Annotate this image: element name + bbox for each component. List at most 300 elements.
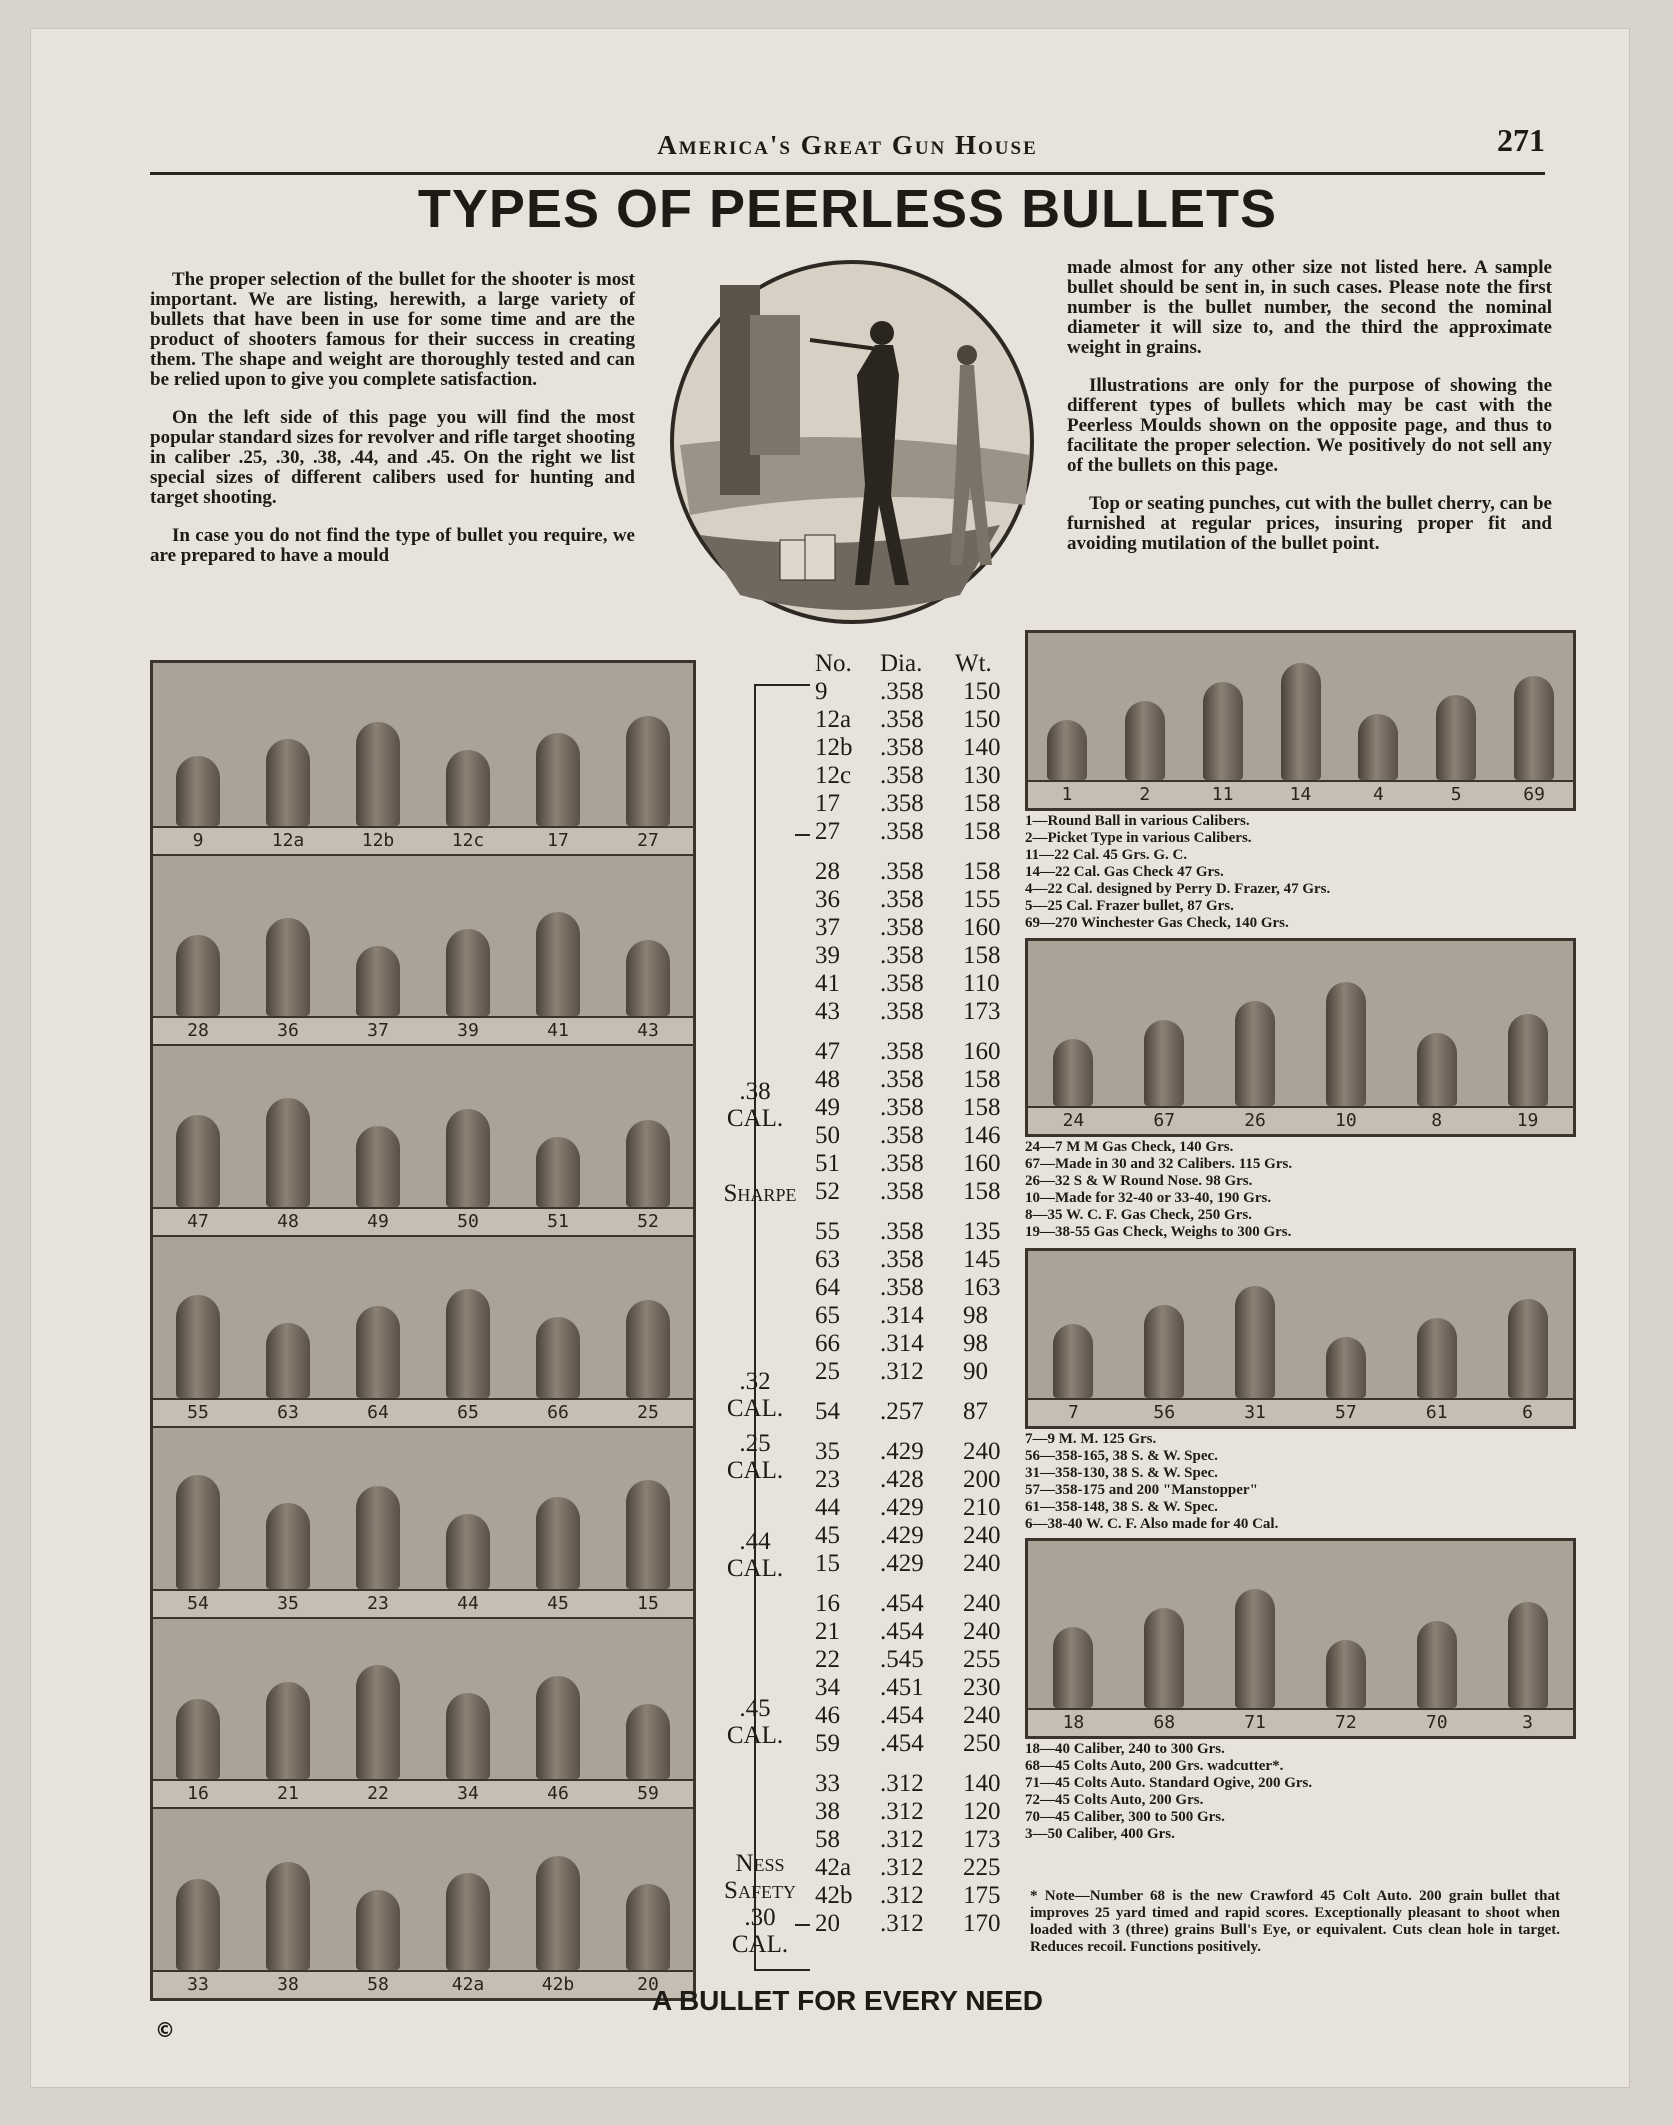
bullet-number-label: 56 — [1153, 1402, 1176, 1423]
bullet-caption: 24—7 M M Gas Check, 140 Grs. — [1025, 1139, 1234, 1155]
bullet-number-label: 52 — [637, 1211, 659, 1233]
caliber-label-38 — [720, 1078, 790, 1132]
diameter-value: .358 — [880, 818, 924, 845]
bullet-illustration — [446, 1514, 490, 1589]
table-row — [815, 1882, 1035, 1910]
bullet-number: 66 — [815, 1330, 840, 1357]
intro-left-column — [150, 270, 635, 584]
bullet-number-label: 58 — [367, 1973, 389, 1995]
bullet-illustration — [536, 1317, 580, 1398]
diameter-value: .358 — [880, 1094, 924, 1121]
diameter-value: .358 — [880, 762, 924, 789]
bullet-number-label: 43 — [637, 1020, 659, 1042]
bullet-number: 12a — [815, 706, 852, 733]
bullet-number: 17 — [815, 790, 840, 817]
bullet-illustration — [446, 750, 490, 826]
diameter-value: .358 — [880, 1274, 924, 1301]
bullet-caption: 57—358-175 and 200 "Manstopper" — [1025, 1482, 1258, 1498]
bullet-number-label: 1 — [1061, 784, 1073, 805]
weight-value: 210 — [963, 1494, 1001, 1521]
bullet-number: 9 — [815, 678, 828, 705]
bullet-caption: 5—25 Cal. Frazer bullet, 87 Grs. — [1025, 898, 1234, 914]
table-row — [815, 1122, 1035, 1150]
bullet-illustration — [1326, 1337, 1366, 1398]
bullet-panel — [153, 854, 693, 1047]
bullet-illustration — [1508, 1602, 1548, 1708]
diameter-value: .358 — [880, 734, 924, 761]
bullet-illustration — [1514, 676, 1554, 780]
table-row — [815, 1674, 1035, 1702]
bullet-number-label: 70 — [1425, 1712, 1448, 1733]
diameter-value: .358 — [880, 886, 924, 913]
bullet-number-label: 15 — [637, 1592, 659, 1614]
diameter-value: .454 — [880, 1730, 924, 1757]
bullet-number-label: 25 — [637, 1401, 659, 1423]
bullet-number-label: 65 — [457, 1401, 479, 1423]
weight-value: 255 — [963, 1646, 1001, 1673]
diameter-value: .358 — [880, 706, 924, 733]
panel-label-strip — [1028, 780, 1573, 808]
bullet-illustration — [176, 1475, 220, 1589]
bullet-number-label: 4 — [1372, 784, 1384, 805]
bullet-number-label: 39 — [457, 1020, 479, 1042]
weight-value: 240 — [963, 1438, 1001, 1465]
weight-value: 240 — [963, 1618, 1001, 1645]
bullet-illustration — [176, 935, 220, 1016]
bullet-illustration — [266, 1503, 310, 1589]
bullet-illustration — [1144, 1305, 1184, 1398]
bullet-number-label: 36 — [277, 1020, 299, 1042]
diameter-value: .358 — [880, 1038, 924, 1065]
bullet-caption-list — [1025, 1431, 1565, 1533]
bullet-number: 20 — [815, 1910, 840, 1937]
bullet-number-label: 66 — [547, 1401, 569, 1423]
bullet-number-label: 14 — [1289, 784, 1312, 805]
weight-value: 200 — [963, 1466, 1001, 1493]
bullet-illustration — [536, 912, 580, 1016]
diameter-value: .451 — [880, 1674, 924, 1701]
column-header-no: No. — [815, 650, 852, 677]
bullet-number: 39 — [815, 942, 840, 969]
bullet-illustration — [626, 1300, 670, 1398]
bullet-number-label: 69 — [1523, 784, 1545, 805]
bullet-number-label: 37 — [367, 1020, 389, 1042]
bullet-illustration — [626, 1120, 670, 1207]
diameter-value: .358 — [880, 790, 924, 817]
table-row — [815, 1438, 1035, 1466]
weight-value: 110 — [963, 970, 1000, 997]
bullet-number-label: 47 — [187, 1211, 209, 1233]
table-row — [815, 1178, 1035, 1206]
bullet-number-label: 44 — [457, 1592, 479, 1614]
bullet-caption: 67—Made in 30 and 32 Calibers. 115 Grs. — [1025, 1156, 1293, 1172]
weight-value: 150 — [963, 706, 1001, 733]
weight-value: 98 — [963, 1330, 988, 1357]
bullet-number-label: 8 — [1431, 1110, 1443, 1131]
weight-value: 135 — [963, 1218, 1001, 1245]
bullet-number: 44 — [815, 1494, 840, 1521]
weight-value: 240 — [963, 1550, 1001, 1577]
bullet-number-label: 42b — [541, 1973, 575, 1995]
weight-value: 158 — [963, 858, 1001, 885]
bullet-illustration — [626, 1704, 670, 1779]
bullet-number-label: 45 — [547, 1592, 569, 1614]
bullet-illustration — [1235, 1001, 1275, 1106]
bullet-number-label: 23 — [367, 1592, 389, 1614]
bullet-number-label: 12b — [361, 829, 395, 851]
table-row — [815, 1798, 1035, 1826]
bullet-number-label: 67 — [1153, 1110, 1176, 1131]
intro-right-column — [1067, 258, 1552, 572]
weight-value: 170 — [963, 1910, 1001, 1937]
header-title: America's Great Gun House — [657, 130, 1038, 160]
bullet-number: 15 — [815, 1550, 840, 1577]
bullet-number-label: 16 — [187, 1783, 209, 1805]
bullet-illustration — [1281, 663, 1321, 780]
bullet-number-label: 19 — [1516, 1110, 1539, 1131]
table-row — [815, 914, 1035, 942]
copyright-mark: © — [155, 2018, 175, 2042]
bullet-caption: 68—45 Colts Auto, 200 Grs. wadcutter*. — [1025, 1758, 1284, 1774]
diameter-value: .429 — [880, 1522, 924, 1549]
bullet-number-label: 28 — [187, 1020, 209, 1042]
caliber-label-45 — [720, 1695, 790, 1749]
panel-label-strip — [1028, 1398, 1573, 1426]
panel-label-strip — [1028, 1708, 1573, 1736]
diameter-value: .454 — [880, 1702, 924, 1729]
bullet-illustration — [626, 1884, 670, 1970]
diameter-value: .358 — [880, 858, 924, 885]
bullet-number-label: 18 — [1062, 1712, 1085, 1733]
bullet-number-label: 61 — [1425, 1402, 1448, 1423]
weight-value: 155 — [963, 886, 1001, 913]
bullet-illustration — [536, 1676, 580, 1779]
bullet-caption: 8—35 W. C. F. Gas Check, 250 Grs. — [1025, 1207, 1252, 1223]
bullet-number-label: 24 — [1062, 1110, 1085, 1131]
weight-value: 87 — [963, 1398, 988, 1425]
table-row — [815, 1246, 1035, 1274]
bullet-panel — [153, 1426, 693, 1619]
bullet-caption-list — [1025, 813, 1565, 932]
panel-label-strip — [1028, 1106, 1573, 1134]
table-row — [815, 678, 1035, 706]
table-row — [815, 942, 1035, 970]
caliber-value: .38 — [739, 1078, 771, 1105]
bullet-caption: 6—38-40 W. C. F. Also made for 40 Cal. — [1025, 1516, 1279, 1532]
diameter-value: .358 — [880, 914, 924, 941]
bullet-number-label: 21 — [277, 1783, 299, 1805]
bullet-number: 28 — [815, 858, 840, 885]
table-row — [815, 858, 1035, 886]
bullet-number: 47 — [815, 1038, 840, 1065]
bullet-number: 27 — [815, 818, 840, 845]
bullet-number: 21 — [815, 1618, 840, 1645]
table-row — [815, 1854, 1035, 1882]
bullet-illustration — [356, 1665, 400, 1779]
caliber-unit: CAL. — [726, 1395, 784, 1422]
diameter-value: .257 — [880, 1398, 924, 1425]
weight-value: 150 — [963, 678, 1001, 705]
bullet-panel — [153, 1617, 693, 1810]
bullet-illustration — [1053, 1627, 1093, 1708]
weight-value: 160 — [963, 1038, 1001, 1065]
bullet-number: 52 — [815, 1178, 840, 1205]
table-row — [815, 762, 1035, 790]
bullet-number: 55 — [815, 1218, 840, 1245]
diameter-value: .312 — [880, 1882, 924, 1909]
bullet-number: 12c — [815, 762, 852, 789]
bullet-illustration — [356, 1126, 400, 1207]
bullet-illustration — [266, 1323, 310, 1398]
weight-value: 158 — [963, 1066, 1001, 1093]
bullet-illustration — [266, 918, 310, 1016]
caliber-unit: CAL. — [726, 1457, 784, 1484]
diameter-value: .429 — [880, 1438, 924, 1465]
bullet-illustration — [356, 1890, 400, 1970]
intro-paragraph: On the left side of this page you will find the most popular standard sizes for revolver and rifle target shooting in caliber .25, .30, .38, .44, and .45. On the right we list special sizes of different calibers used for hunting and target shooting. — [150, 407, 635, 508]
table-row — [815, 1494, 1035, 1522]
bullet-illustration — [356, 1486, 400, 1589]
bullet-caption: 72—45 Colts Auto, 200 Grs. — [1025, 1792, 1204, 1808]
bullet-caption: 7—9 M. M. 125 Grs. — [1025, 1431, 1157, 1447]
bullet-number: 36 — [815, 886, 840, 913]
shooter-vignette — [660, 255, 1045, 630]
bullet-number-label: 57 — [1335, 1402, 1357, 1423]
bullet-number: 43 — [815, 998, 840, 1025]
bullet-number-label: 59 — [637, 1783, 659, 1805]
bullet-panel — [153, 1235, 693, 1428]
bullet-number: 59 — [815, 1730, 840, 1757]
diameter-value: .312 — [880, 1358, 924, 1385]
bullet-illustration — [176, 1879, 220, 1970]
bullet-number-label: 54 — [187, 1592, 209, 1614]
weight-value: 158 — [963, 818, 1001, 845]
table-row — [815, 1094, 1035, 1122]
caliber-unit: CAL. — [731, 1931, 789, 1958]
bullet-caption: 1—Round Ball in various Calibers. — [1025, 813, 1250, 829]
diameter-value: .454 — [880, 1590, 924, 1617]
bullet-number: 46 — [815, 1702, 840, 1729]
table-row — [815, 1218, 1035, 1246]
diameter-value: .429 — [880, 1494, 924, 1521]
bullet-illustration — [266, 1862, 310, 1970]
intro-paragraph: Illustrations are only for the purpose of showing the different types of bullets which may be cast with the Peerless Moulds shown on the opposite page, and thus to facilitate the proper selection. We positively do not sell any of the bullets on this page. — [1067, 375, 1552, 476]
bullet-illustration — [176, 1295, 220, 1398]
bullet-number-label: 2 — [1139, 784, 1151, 805]
table-row — [815, 790, 1035, 818]
bullet-illustration — [1326, 982, 1366, 1106]
bullet-number: 38 — [815, 1798, 840, 1825]
diameter-value: .358 — [880, 678, 924, 705]
bullet-caption: 56—358-165, 38 S. & W. Spec. — [1025, 1448, 1218, 1464]
weight-value: 98 — [963, 1302, 988, 1329]
bullet-illustration — [626, 716, 670, 826]
bullet-number: 64 — [815, 1274, 840, 1301]
table-row — [815, 1274, 1035, 1302]
bullet-caption: 69—270 Winchester Gas Check, 140 Grs. — [1025, 915, 1289, 931]
diameter-value: .454 — [880, 1618, 924, 1645]
bullet-illustration — [446, 929, 490, 1016]
caliber-unit: CAL. — [726, 1722, 784, 1749]
bullet-illustration — [1053, 1039, 1093, 1106]
caliber-unit: CAL. — [726, 1105, 784, 1132]
bullet-caption: 4—22 Cal. designed by Perry D. Frazer, 47 Grs. — [1025, 881, 1331, 897]
bullet-caption: 14—22 Cal. Gas Check 47 Grs. — [1025, 864, 1224, 880]
bullet-number-label: 27 — [637, 829, 659, 851]
table-row — [815, 1330, 1035, 1358]
bullet-number-label: 26 — [1244, 1110, 1266, 1131]
table-row — [815, 1826, 1035, 1854]
bullet-number-label: 10 — [1335, 1110, 1357, 1131]
bullet-number-label: 9 — [192, 829, 204, 851]
weight-value: 173 — [963, 998, 1001, 1025]
table-row — [815, 1302, 1035, 1330]
special-bullet-photo — [1025, 1538, 1576, 1739]
bullet-illustration — [176, 1699, 220, 1779]
caliber-unit: CAL. — [726, 1555, 784, 1582]
bullet-illustration — [1508, 1299, 1548, 1398]
panel-label-strip — [153, 1207, 693, 1235]
diameter-value: .358 — [880, 1150, 924, 1177]
table-row — [815, 998, 1035, 1026]
bullet-number: 42a — [815, 1854, 852, 1881]
panel-label-strip — [153, 1779, 693, 1807]
bullet-number-label: 34 — [457, 1783, 479, 1805]
bullet-illustration — [1125, 701, 1165, 780]
bullet-number: 48 — [815, 1066, 840, 1093]
bullet-caption: 2—Picket Type in various Calibers. — [1025, 830, 1252, 846]
intro-paragraph: made almost for any other size not listed here. A sample bullet should be sent in, in such cases. Please note the first number is the bullet number, the second the nominal diameter it will size to, and the third the approximate weight in grains. — [1067, 257, 1552, 358]
table-row — [815, 1910, 1035, 1938]
bullet-number: 49 — [815, 1094, 840, 1121]
panel-label-strip — [153, 1016, 693, 1044]
diameter-value: .314 — [880, 1302, 924, 1329]
bullet-illustration — [266, 739, 310, 826]
bullet-caption: 18—40 Caliber, 240 to 300 Grs. — [1025, 1741, 1225, 1757]
weight-value: 240 — [963, 1522, 1001, 1549]
weight-value: 250 — [963, 1730, 1001, 1757]
caliber-label-44 — [720, 1528, 790, 1582]
sharpe-label: Sharpe — [723, 1180, 797, 1207]
table-row — [815, 1590, 1035, 1618]
weight-value: 240 — [963, 1702, 1001, 1729]
table-row — [815, 1522, 1035, 1550]
diameter-value: .358 — [880, 1246, 924, 1273]
bullet-caption: 70—45 Caliber, 300 to 500 Grs. — [1025, 1809, 1225, 1825]
special-bullet-photo — [1025, 630, 1576, 811]
bullet-illustration — [176, 756, 220, 826]
weight-value: 146 — [963, 1122, 1001, 1149]
bullet-illustration — [1235, 1286, 1275, 1398]
bullet-caption: 19—38-55 Gas Check, Weighs to 300 Grs. — [1025, 1224, 1292, 1240]
bullet-panel — [153, 663, 693, 856]
bullet-caption-list — [1025, 1741, 1565, 1843]
bullet-number-label: 46 — [547, 1783, 569, 1805]
intro-paragraph: In case you do not find the type of bullet you require, we are prepared to have a mould — [150, 525, 635, 566]
bullet-illustration — [626, 1480, 670, 1589]
weight-value: 173 — [963, 1826, 1001, 1853]
bullet-number: 51 — [815, 1150, 840, 1177]
diameter-value: .358 — [880, 1066, 924, 1093]
table-row — [815, 1702, 1035, 1730]
diameter-value: .358 — [880, 970, 924, 997]
bullet-illustration — [536, 1856, 580, 1970]
bullet-number-label: 72 — [1335, 1712, 1357, 1733]
bullet-illustration — [1047, 720, 1087, 780]
bullet-panel — [153, 1044, 693, 1237]
bullet-number: 34 — [815, 1674, 840, 1701]
diameter-value: .428 — [880, 1466, 924, 1493]
caliber-label-25 — [720, 1430, 790, 1484]
table-row — [815, 1770, 1035, 1798]
bullet-illustration — [266, 1682, 310, 1779]
table-row — [815, 734, 1035, 762]
bullet-number: 12b — [815, 734, 853, 761]
table-row — [815, 1358, 1035, 1386]
bullet-caption-list — [1025, 1139, 1565, 1241]
diameter-value: .429 — [880, 1550, 924, 1577]
bullet-illustration — [1326, 1640, 1366, 1708]
weight-value: 158 — [963, 942, 1001, 969]
bullet-illustration — [356, 1306, 400, 1398]
table-row — [815, 1646, 1035, 1674]
bullet-number: 37 — [815, 914, 840, 941]
special-bullet-photo — [1025, 938, 1576, 1137]
table-row — [815, 1038, 1035, 1066]
bullet-number-label: 12a — [271, 829, 305, 851]
bullet-illustration — [446, 1109, 490, 1207]
caliber-value: .44 — [739, 1528, 771, 1555]
bullet-number-label: 20 — [637, 1973, 659, 1995]
bullet-number-label: 41 — [547, 1020, 569, 1042]
table-row — [815, 1466, 1035, 1494]
table-row — [815, 1550, 1035, 1578]
bullet-illustration — [1053, 1324, 1093, 1398]
bullet-number-label: 50 — [457, 1211, 479, 1233]
bullet-number-label: 7 — [1067, 1402, 1079, 1423]
weight-value: 230 — [963, 1674, 1001, 1701]
bullet-number: 50 — [815, 1122, 840, 1149]
bullet-number-label: 12c — [451, 829, 485, 851]
bullet-number: 25 — [815, 1358, 840, 1385]
diameter-value: .314 — [880, 1330, 924, 1357]
bullet-illustration — [626, 940, 670, 1016]
footer-slogan: A BULLET FOR EVERY NEED — [651, 1985, 1043, 2016]
weight-value: 158 — [963, 790, 1001, 817]
weight-value: 120 — [963, 1798, 1001, 1825]
bullet-number: 41 — [815, 970, 840, 997]
bullet-caption: 31—358-130, 38 S. & W. Spec. — [1025, 1465, 1218, 1481]
bullet-illustration — [1235, 1589, 1275, 1708]
bullet-illustration — [176, 1115, 220, 1207]
diameter-value: .312 — [880, 1798, 924, 1825]
caliber-label-32 — [720, 1368, 790, 1422]
weight-value: 130 — [963, 762, 1001, 789]
caliber-brackets — [685, 680, 830, 2000]
weight-value: 140 — [963, 734, 1001, 761]
column-header-dia: Dia. — [880, 650, 923, 677]
table-row — [815, 970, 1035, 998]
bullet-illustration — [446, 1289, 490, 1398]
bullet-illustration — [1417, 1621, 1457, 1708]
bullet-number-label: 55 — [187, 1401, 209, 1423]
panel-label-strip — [153, 826, 693, 854]
caliber-text: Ness — [735, 1850, 785, 1877]
weight-value: 160 — [963, 1150, 1001, 1177]
diameter-value: .358 — [880, 1178, 924, 1205]
table-header-row — [815, 650, 1035, 678]
diameter-value: .312 — [880, 1854, 924, 1881]
